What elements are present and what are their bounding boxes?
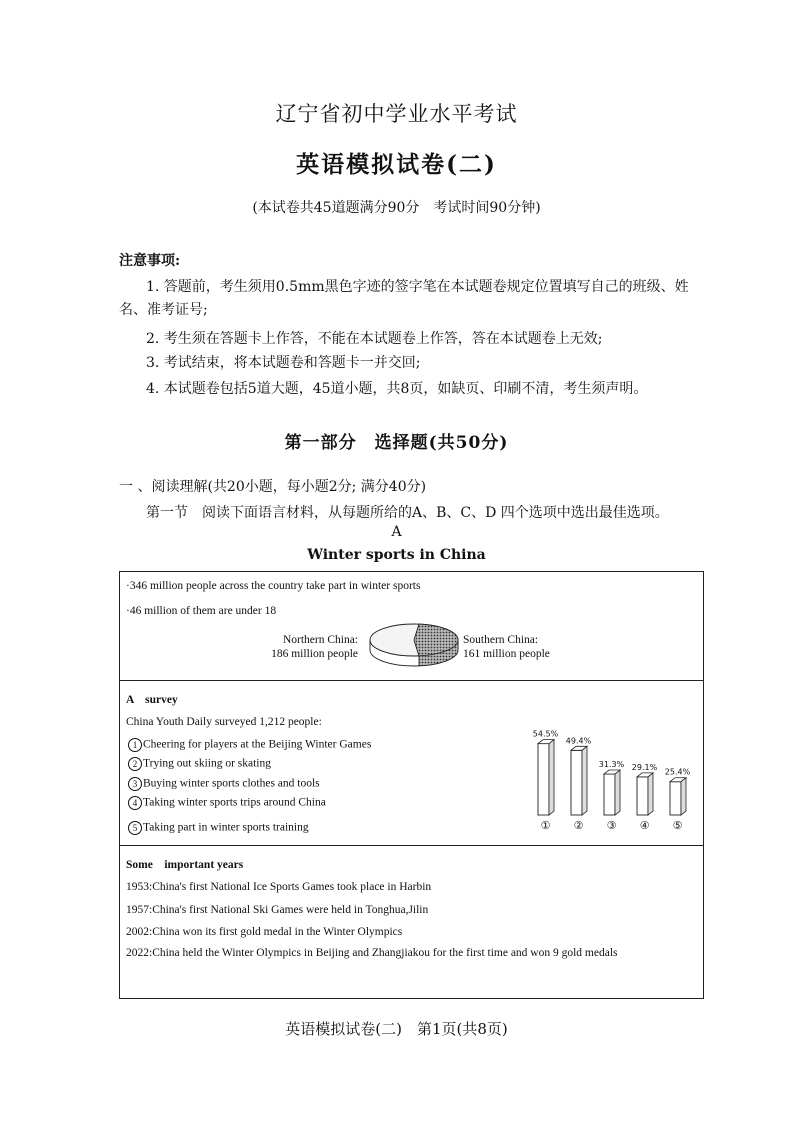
facts-cell	[120, 572, 703, 681]
survey-item-5	[128, 821, 309, 835]
survey-item-text: Cheering for players at the Beijing Winter Games	[143, 738, 372, 751]
bar-front	[670, 782, 681, 815]
bar-data-label: 54.5%	[532, 729, 559, 739]
survey-item-4	[128, 796, 326, 810]
bar-data-label: 31.3%	[598, 760, 625, 770]
survey-item-2	[128, 757, 271, 771]
pie-label-north-value: 186 million people	[271, 648, 358, 660]
pie-label-south-value: 161 million people	[463, 648, 550, 660]
fact-1: ·346 million people across the country take part in winter sports	[126, 580, 421, 592]
exam-subtitle: (本试卷共45道题满分90分 考试时间90分钟)	[252, 200, 541, 216]
bar-front	[571, 750, 582, 815]
bar-front	[604, 774, 615, 815]
bar-side	[648, 773, 653, 815]
bar-1	[538, 740, 554, 815]
part1-heading: 第一部分 选择题(共50分)	[284, 433, 509, 453]
passage-title: Winter sports in China	[307, 547, 486, 563]
item-number: 2	[128, 757, 142, 771]
year-item-1: 1953:China's first National Ice Sports Games took place in Harbin	[126, 881, 432, 893]
years-cell	[120, 846, 703, 998]
survey-item-3	[128, 777, 320, 791]
pie-chart	[364, 616, 464, 676]
section-instruction: 第一节 阅读下面语言材料，从每题所给的A、B、C、D 四个选项中选出最佳选项。	[146, 505, 669, 521]
survey-heading: A survey	[126, 694, 178, 706]
survey-item-text: Taking winter sports trips around China	[143, 796, 326, 809]
bar-category-label: ①	[540, 819, 551, 832]
bar-data-label: 25.4%	[664, 767, 691, 777]
survey-item-text: Trying out skiing or skating	[143, 757, 272, 770]
survey-item-1	[128, 738, 371, 752]
notice-item-2: 2. 考生须在答题卡上作答，不能在本试题卷上作答，答在本试题卷上无效;	[146, 331, 603, 347]
exam-name: 英语模拟试卷(二)	[296, 151, 497, 178]
bar-category-label: ②	[573, 819, 584, 832]
bar-side	[681, 778, 686, 815]
bar-front	[538, 744, 549, 815]
bar-side	[549, 740, 554, 815]
notice-item-3: 3. 考试结束，将本试题卷和答题卡一并交回;	[146, 355, 421, 371]
bar-5	[670, 778, 686, 815]
bar-category-label: ③	[606, 819, 617, 832]
bar-4	[637, 773, 653, 815]
survey-item-text: Buying winter sports clothes and tools	[143, 777, 320, 790]
survey-cell	[120, 681, 703, 846]
item-number: 5	[128, 821, 142, 835]
page-footer: 英语模拟试卷(二) 第1页(共8页)	[285, 1020, 508, 1038]
year-item-2: 1957:China's first National Ski Games were held in Tonghua,Jilin	[126, 904, 429, 916]
survey-intro: China Youth Daily surveyed 1,212 people:	[126, 716, 322, 728]
fact-2: ·46 million of them are under 18	[126, 605, 277, 617]
item-number: 1	[128, 738, 142, 752]
passage-table	[119, 571, 704, 999]
passage-letter: A	[391, 524, 402, 540]
notice-heading: 注意事项:	[119, 253, 181, 269]
item-number: 3	[128, 777, 142, 791]
bar-3	[604, 770, 620, 815]
bar-data-label: 29.1%	[631, 762, 658, 772]
item-number: 4	[128, 796, 142, 810]
notice-item-4: 4. 本试题卷包括5道大题，45道小题，共8页，如缺页、印刷不清，考生须声明。	[146, 381, 648, 397]
year-item-3: 2002:China won its first gold medal in the Winter Olympics	[126, 926, 403, 938]
bar-front	[637, 777, 648, 815]
bar-data-label: 49.4%	[565, 736, 592, 746]
pie-label-north-name: Northern China:	[282, 634, 358, 646]
survey-item-text: Taking part in winter sports training	[143, 821, 309, 834]
section-heading: 一 、阅读理解(共20小题，每小题2分; 满分40分)	[119, 479, 427, 495]
exam-title: 辽宁省初中学业水平考试	[275, 102, 518, 126]
years-heading: Some important years	[126, 859, 244, 871]
bar-side	[582, 746, 587, 815]
notice-item-1: 1. 答题前，考生须用0.5mm黑色字迹的签字笔在本试题卷规定位置填写自己的班级、姓名、准考证号;	[119, 279, 689, 318]
bar-category-label: ④	[639, 819, 650, 832]
year-item-4: 2022:China held the Winter Olympics in Beijing and Zhangjiakou for the first time and won 9 gold medals	[126, 947, 618, 959]
bar-2	[571, 746, 587, 815]
bar-side	[615, 770, 620, 815]
bar-chart	[528, 729, 708, 839]
pie-label-south-name: Southern China:	[463, 634, 539, 646]
bar-category-label: ⑤	[672, 819, 683, 832]
